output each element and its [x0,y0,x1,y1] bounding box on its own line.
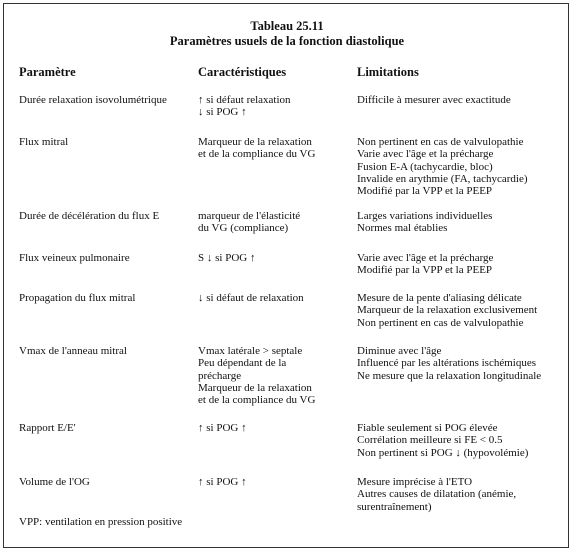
cell-line: ↓ si POG ↑ [198,106,247,119]
cell-line: ↓ si défaut de relaxation [198,292,304,304]
cell-line: Invalide en arythmie (FA, tachycardie) [357,172,528,185]
column-header-parametre: Paramètre [19,65,76,79]
cell-line: Modifié par la VPP et la PEEP [357,185,493,198]
cell-line: Varie avec l'âge et la précharge [357,252,494,264]
cell-line: S ↓ si POG ↑ [198,252,256,264]
cell-line: Autres causes de dilatation (anémie, [357,488,517,501]
column-header-limitations: Limitations [357,65,419,79]
cell-line: surentraînement) [357,500,432,513]
row-characteristics [198,94,291,119]
cell-line: Modifié par la VPP et la PEEP [357,264,493,277]
row-limitations [357,94,511,106]
cell-line: Influencé par les altérations ischémiques [357,357,536,370]
cell-line: Vmax latérale > septale [198,345,303,357]
table-title: Tableau 25.11 [250,19,324,33]
row-characteristics [198,476,247,488]
cell-line: marqueur de l'élasticité [198,210,301,222]
row-limitations [357,292,537,329]
column-header-caracteristiques: Caractéristiques [198,65,287,79]
row-parameter: Durée de décélération du flux E [19,210,160,222]
row-characteristics [198,210,300,235]
row-parameter: Flux mitral [19,136,69,148]
row-characteristics [198,422,247,434]
row-characteristics [198,345,315,406]
cell-line: et de la compliance du VG [198,148,316,161]
row-limitations [357,210,492,235]
table-subtitle: Paramètres usuels de la fonction diastolique [169,34,405,48]
row-parameter: Durée relaxation isovolumétrique [19,94,167,106]
row-limitations [357,345,541,382]
row-parameter: Rapport E/E' [19,422,76,434]
cell-line: Fusion E-A (tachycardie, bloc) [357,160,493,173]
cell-line: du VG (compliance) [198,222,289,235]
cell-line: Marqueur de la relaxation [198,381,312,394]
row-characteristics [198,252,255,264]
row-limitations [357,136,528,197]
cell-line: et de la compliance du VG [198,394,316,407]
cell-line: ↑ si défaut relaxation [198,94,291,106]
cell-line: Ne mesure que la relaxation longitudinale [357,369,542,382]
cell-line: Difficile à mesurer avec exactitude [357,94,511,106]
cell-line: Peu dépendant de la [198,357,287,370]
cell-line: Non pertinent si POG ↓ (hypovolémie) [357,446,529,459]
row-characteristics [198,136,315,161]
cell-line: ↑ si POG ↑ [198,422,247,434]
row-limitations [357,252,493,277]
cell-line: Normes mal établies [357,222,448,235]
cell-line: Marqueur de la relaxation exclusivement [357,304,538,317]
footnote: VPP: ventilation en pression positive [19,516,183,528]
cell-line: précharge [198,369,242,382]
cell-line: Mesure imprécise à l'ETO [357,476,473,488]
row-parameter: Volume de l'OG [19,476,90,488]
cell-line: Non pertinent en cas de valvulopathie [357,136,524,148]
row-parameter: Flux veineux pulmonaire [19,252,130,264]
cell-line: Marqueur de la relaxation [198,136,312,148]
cell-line: Varie avec l'âge et la précharge [357,148,494,161]
cell-line: Non pertinent en cas de valvulopathie [357,316,524,329]
row-parameter: Propagation du flux mitral [19,292,136,304]
cell-line: Mesure de la pente d'aliasing délicate [357,292,522,304]
cell-line: Corrélation meilleure si FE < 0.5 [357,434,503,447]
cell-line: Fiable seulement si POG élevée [357,422,498,434]
row-parameter: Vmax de l'anneau mitral [19,345,127,357]
cell-line: ↑ si POG ↑ [198,476,247,488]
row-characteristics [198,292,304,304]
cell-line: Larges variations individuelles [357,210,493,222]
row-limitations [357,422,528,459]
cell-line: Diminue avec l'âge [357,345,442,357]
row-limitations [357,476,516,513]
